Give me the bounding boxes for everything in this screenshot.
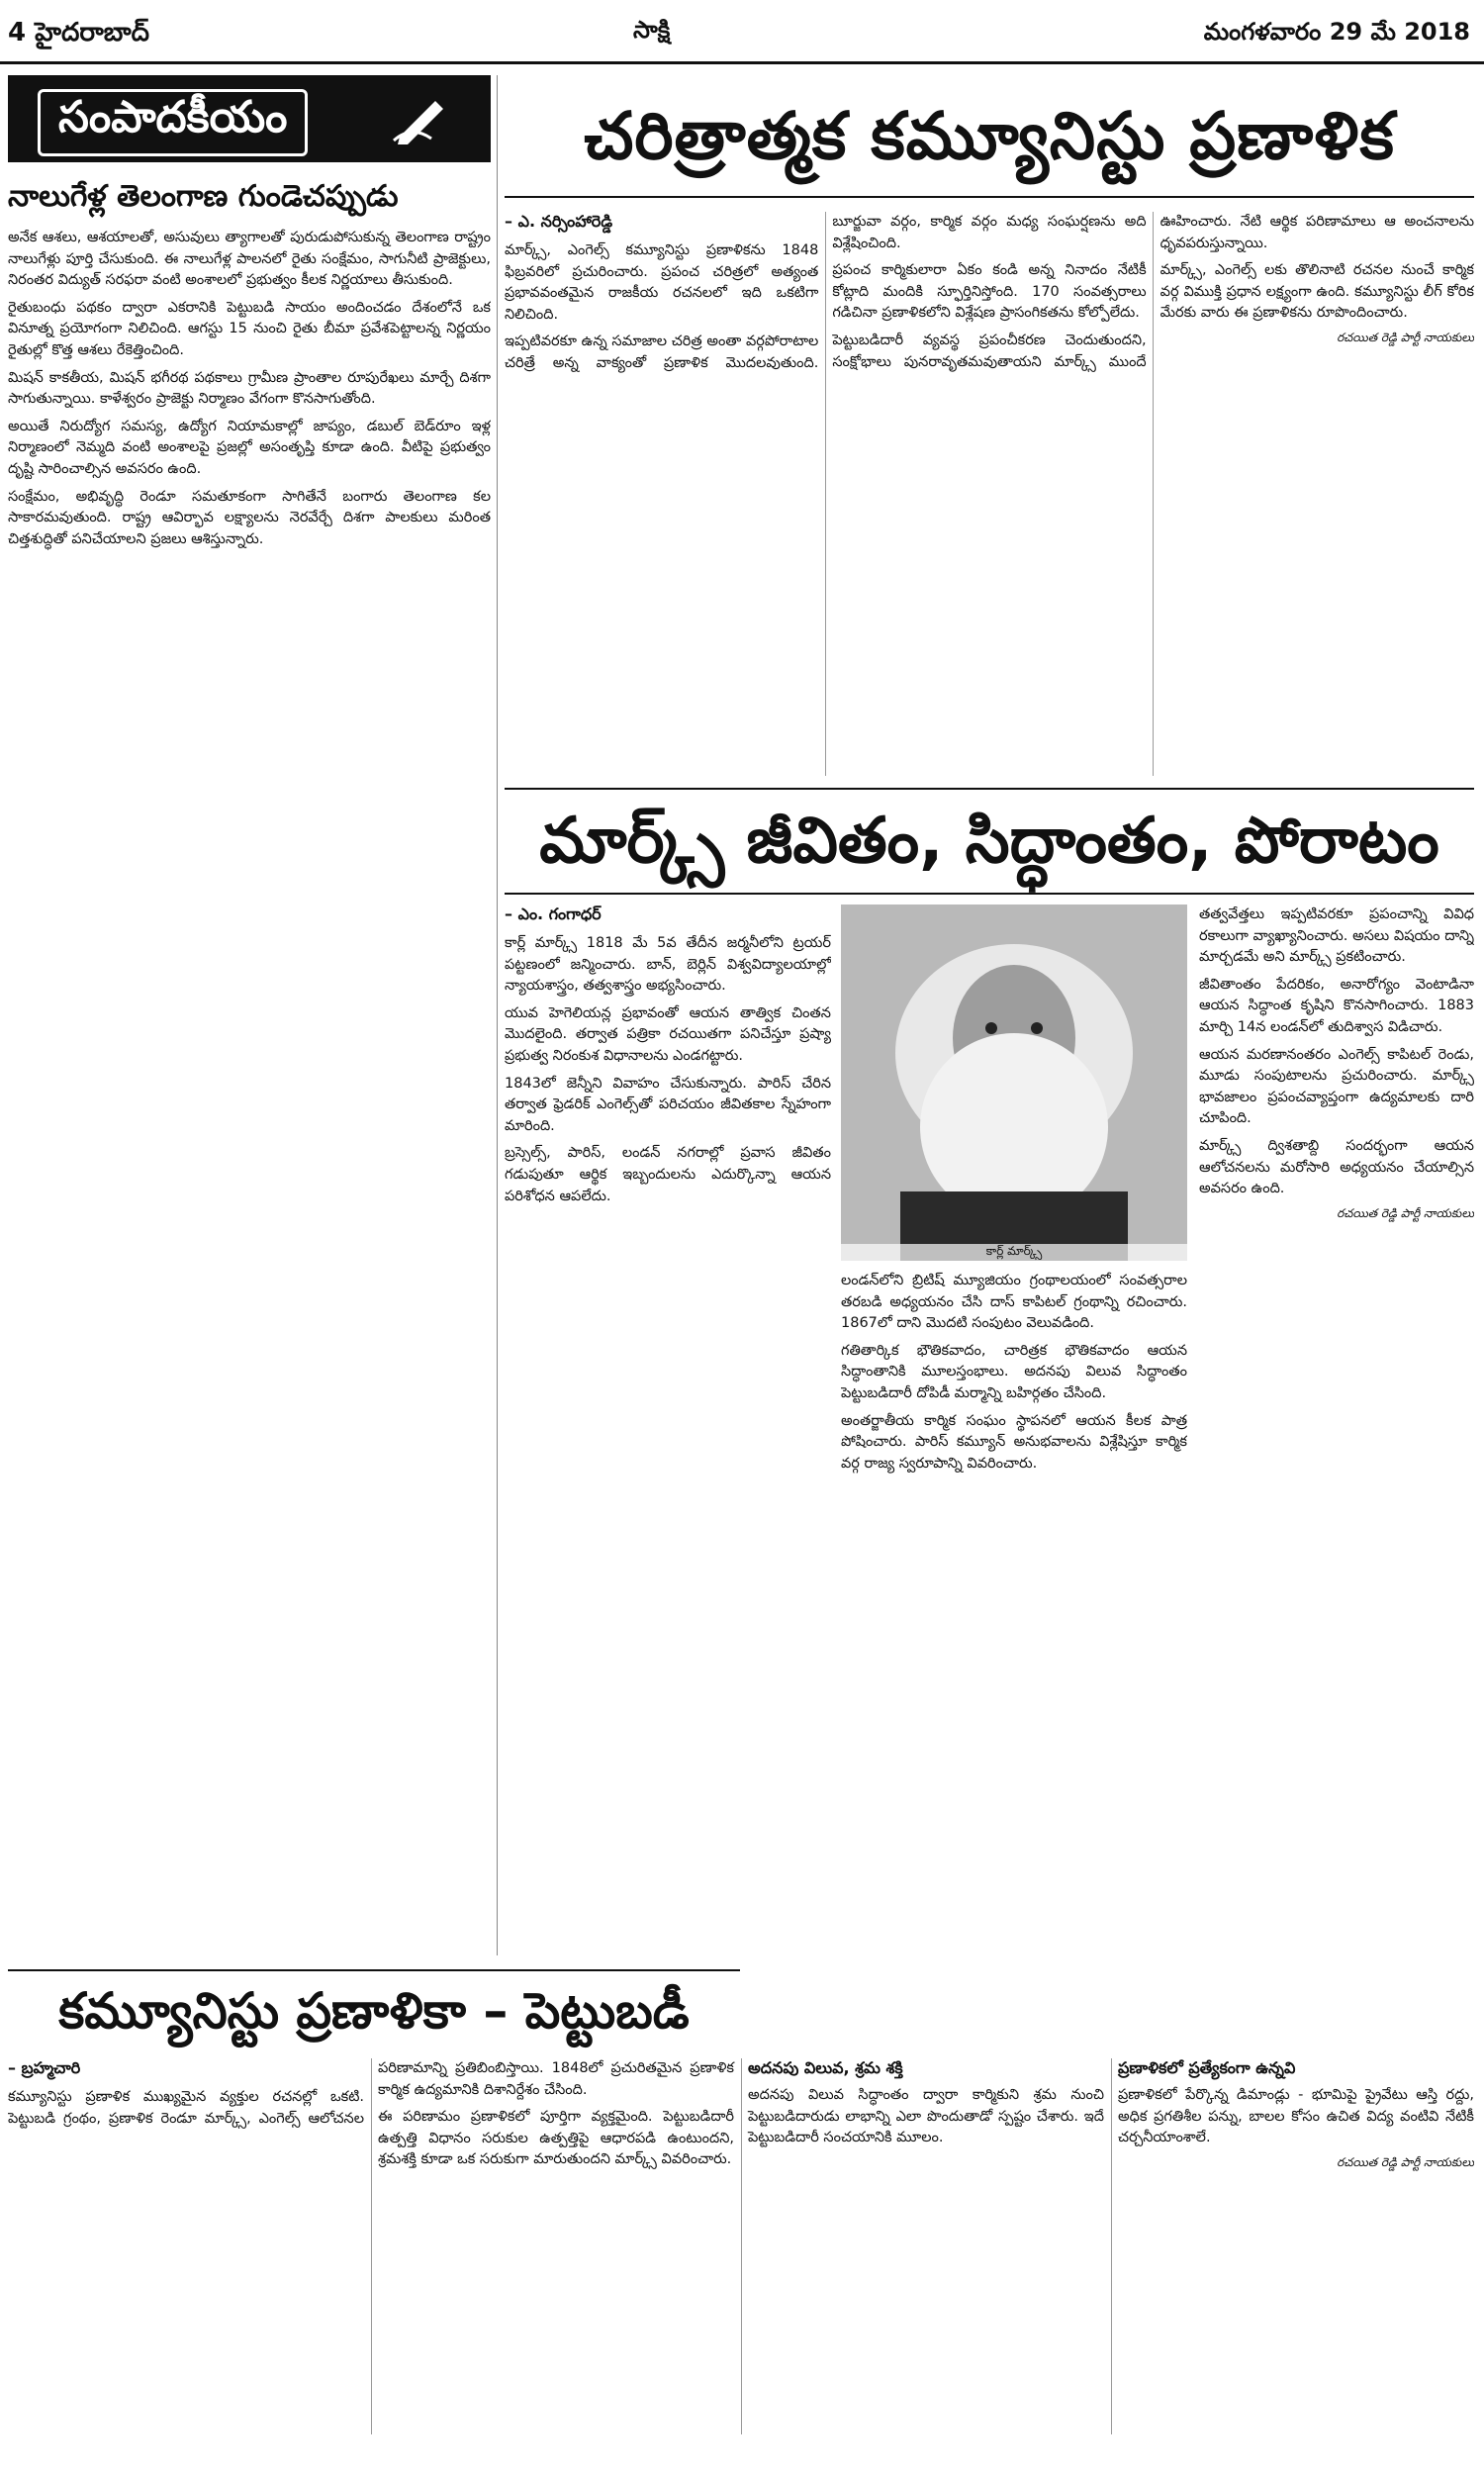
article1-paragraph: మార్క్స్, ఎంగెల్స్ కమ్యూనిస్టు ప్రణాళికను 1848 ఫిబ్రవరిలో ప్రచురించారు. ప్రపంచ చరిత్రలో అత్యంత ప్రభావవంతమైన రాజకీయ రచనలలో ఇది ఒకటిగా నిలిచింది. — [505, 242, 819, 323]
article2-headline: మార్క్స్ జీవితం, సిద్ధాంతం, పోరాటం — [505, 788, 1474, 895]
article3-paragraph: కమ్యూనిస్టు ప్రణాళిక ముఖ్యమైన వ్యక్తుల రచనల్లో ఒకటి. పెట్టుబడి గ్రంథం, ప్రణాళిక రెండూ మార్క్స్, ఎంగెల్స్ ఆలోచనల పరిణామాన్ని ప్రతిబింబిస్తాయి. 1848లో ప్రచురితమైన ప్రణాళిక కార్మిక ఉద్యమానికి దిశానిర్దేశం చేసింది. — [8, 2060, 734, 2127]
masthead: సాక్షి — [633, 16, 671, 44]
article3-paragraph: ఈ పరిణామం ప్రణాళికలో పూర్తిగా వ్యక్తమైంది. పెట్టుబడిదారీ ఉత్పత్తి విధానం సరుకుల ఉత్పత్తిపై ఆధారపడి ఉంటుందని, శ్రమశక్తి కూడా ఒక సరుకుగా మారుతుందని మార్క్స్ వివరించారు. — [378, 2109, 734, 2168]
article2-middle-column — [841, 1271, 1187, 1944]
article2-paragraph: తత్వవేత్తలు ఇప్పటివరకూ ప్రపంచాన్ని వివిధ రకాలుగా వ్యాఖ్యానించారు. అసలు విషయం దాన్ని మార్చడమే అని మార్క్స్ ప్రకటించారు. — [1199, 906, 1474, 966]
marx-portrait-photo — [841, 904, 1187, 1261]
portrait-illustration — [841, 904, 1187, 1261]
article1-credit: రచయిత రెడ్డి పార్టీ నాయకులు — [1337, 330, 1474, 344]
issue-date: మంగళవారం 29 మే 2018 — [1203, 18, 1470, 46]
article3-paragraph: ప్రణాళికలో పేర్కొన్న డిమాండ్లు - భూమిపై ప్రైవేటు ఆస్తి రద్దు, అధిక ప్రగతిశీల పన్ను, బాలల కోసం ఉచిత విద్య వంటివి నేటికీ చర్చనీయాంశాలే. — [1118, 2087, 1474, 2146]
article1-paragraph: పెట్టుబడిదారీ వ్యవస్థ ప్రపంచీకరణ చెందుతుందని, సంక్షోభాలు పునరావృతమవుతాయని మార్క్స్ ముందే ఊహించారు. నేటి ఆర్థిక పరిణామాలు ఆ అంచనాలను ధృవపరుస్తున్నాయి. — [832, 214, 1474, 370]
article1-paragraph: మార్క్స్, ఎంగెల్స్ లకు తొలినాటి రచనల నుంచే కార్మిక వర్గ విముక్తి ప్రధాన లక్ష్యంగా ఉంది. కమ్యూనిస్టు లీగ్ కోరిక మేరకు వారు ఈ ప్రణాళికను రూపొందించారు. — [1159, 262, 1474, 322]
column-divider — [497, 75, 498, 1955]
editorial-paragraph: అనేక ఆశలు, ఆశయాలతో, అసువులు త్యాగాలతో పురుడుపోసుకున్న తెలంగాణ రాష్ట్రం నాలుగేళ్లు పూర్తి చేసుకుంది. ఈ నాలుగేళ్ల పాలనలో రైతు సంక్షేమం, సాగునీటి ప్రాజెక్టులు, నిరంతర విద్యుత్ సరఫరా వంటి అంశాలలో ప్రభుత్వం కీలక నిర్ణయాలు తీసుకుంది. — [8, 230, 491, 289]
page-number: 4 హైదరాబాద్ — [8, 18, 149, 48]
editorial-banner-label: సంపాదకీయం — [38, 89, 308, 156]
article3-credit: రచయిత రెడ్డి పార్టీ నాయకులు — [1337, 2154, 1474, 2169]
pen-icon — [392, 95, 451, 144]
article2-paragraph: మార్క్స్ ద్విశతాబ్ది సందర్భంగా ఆయన ఆలోచనలను మరోసారి అధ్యయనం చేయాల్సిన అవసరం ఉంది. — [1199, 1137, 1474, 1197]
photo-caption: కార్ల్ మార్క్స్ — [841, 1244, 1187, 1261]
editorial-paragraph: సంక్షేమం, అభివృద్ధి రెండూ సమతూకంగా సాగితేనే బంగారు తెలంగాణ కల సాకారమవుతుంది. రాష్ట్ర ఆవిర్భావ లక్ష్యాలను నెరవేర్చే దిశగా పాలకులు మరింత చిత్తశుద్ధితో పనిచేయాలని ప్రజలు ఆశిస్తున్నారు. — [8, 488, 491, 547]
editorial-paragraph: అయితే నిరుద్యోగ సమస్య, ఉద్యోగ నియామకాల్లో జాప్యం, డబుల్ బెడ్‌రూం ఇళ్ల నిర్మాణంలో నెమ్మది వంటి అంశాలపై ప్రజల్లో అసంతృప్తి కూడా ఉంది. వీటిపై ప్రభుత్వం దృష్టి సారించాల్సిన అవసరం ఉంది. — [8, 418, 491, 477]
page-header — [0, 0, 1484, 64]
article1-paragraph: ఇప్పటివరకూ ఉన్న సమాజాల చరిత్ర అంతా వర్గపోరాటాల చరిత్రే అన్న వాక్యంతో ప్రణాళిక మొదలవుతుంది. బూర్జువా వర్గం, కార్మిక వర్గం మధ్య సంఘర్షణను అది విశ్లేషించింది. — [505, 214, 1147, 371]
article3-headline: కమ్యూనిస్టు ప్రణాళికా – పెట్టుబడీ — [8, 1969, 740, 2050]
editorial-banner — [8, 75, 491, 162]
editorial-paragraph: మిషన్ కాకతీయ, మిషన్ భగీరథ పథకాలు గ్రామీణ ప్రాంతాల రూపురేఖలు మార్చే దిశగా సాగుతున్నాయి. కాళేశ్వరం ప్రాజెక్టు నిర్మాణం వేగంగా కొనసాగుతోంది. — [8, 369, 491, 408]
article2-paragraph: బ్రస్సెల్స్, పారిస్, లండన్ నగరాల్లో ప్రవాస జీవితం గడుపుతూ ఆర్థిక ఇబ్బందులను ఎదుర్కొన్నా ఆయన పరిశోధన ఆపలేదు. — [505, 1145, 831, 1204]
article2-paragraph: 1843లో జెన్నీని వివాహం చేసుకున్నారు. పారిస్ చేరిన తర్వాత ఫ్రెడరిక్ ఎంగెల్స్‌తో పరిచయం జీవితకాల స్నేహంగా మారింది. — [505, 1075, 831, 1134]
article2-paragraph: యువ హెగెలియన్ల ప్రభావంతో ఆయన తాత్విక చింతన మొదలైంది. తర్వాత పత్రికా రచయితగా పనిచేస్తూ ప్రష్యా ప్రభుత్వ నిరంకుశ విధానాలను ఎండగట్టారు. — [505, 1004, 831, 1064]
article2-paragraph: కార్ల్ మార్క్స్ 1818 మే 5వ తేదీన జర్మనీలోని ట్రయర్ పట్టణంలో జన్మించారు. బాన్, బెర్లిన్ విశ్వవిద్యాలయాల్లో న్యాయశాస్త్రం, తత్వశాస్త్రం అభ్యసించారు. — [505, 935, 831, 995]
article3-body — [8, 2058, 1474, 2434]
article2-right-column — [1199, 904, 1474, 1944]
article2-paragraph: ఆయన మరణానంతరం ఎంగెల్స్ కాపిటల్ రెండు, మూడు సంపుటాలను ప్రచురించారు. మార్క్స్ భావజాలం ప్రపంచవ్యాప్తంగా ఉద్యమాలకు దారి చూపింది. — [1199, 1046, 1474, 1127]
article1-paragraph: ప్రపంచ కార్మికులారా ఏకం కండి అన్న నినాదం నేటికీ కోట్లాది మందికి స్ఫూర్తినిస్తోంది. 170 సంవత్సరాలు గడిచినా ప్రణాళికలోని విశ్లేషణ ప్రాసంగికతను కోల్పోలేదు. — [832, 262, 1147, 322]
article2-paragraph: గతితార్కిక భౌతికవాదం, చారిత్రక భౌతికవాదం ఆయన సిద్ధాంతానికి మూలస్తంభాలు. అదనపు విలువ సిద్ధాంతం పెట్టుబడిదారీ దోపిడీ మర్మాన్ని బహిర్గతం చేసింది. — [841, 1342, 1187, 1401]
article1-body — [505, 212, 1474, 776]
article2-paragraph: అంతర్జాతీయ కార్మిక సంఘం స్థాపనలో ఆయన కీలక పాత్ర పోషించారు. పారిస్ కమ్యూన్ అనుభవాలను విశ్లేషిస్తూ కార్మిక వర్గ రాజ్య స్వరూపాన్ని వివరించారు. — [841, 1412, 1187, 1472]
article2-paragraph: జీవితాంతం పేదరికం, అనారోగ్యం వెంటాడినా ఆయన సిద్ధాంత కృషిని కొనసాగించారు. 1883 మార్చి 14న లండన్‌లో తుదిశ్వాస విడిచారు. — [1199, 976, 1474, 1035]
editorial-body — [8, 228, 491, 1959]
article2-paragraph: లండన్‌లోని బ్రిటిష్ మ్యూజియం గ్రంథాలయంలో సంవత్సరాల తరబడి అధ్యయనం చేసి దాస్ కాపిటల్ గ్రంథాన్ని రచించారు. 1867లో దాని మొదటి సంపుటం వెలువడింది. — [841, 1273, 1187, 1332]
editorial-headline: నాలుగేళ్ల తెలంగాణ గుండెచప్పుడు — [8, 179, 399, 214]
article1-headline: చరిత్రాత్మక కమ్యూనిస్టు ప్రణాళిక — [505, 77, 1474, 198]
article3-paragraph: అదనపు విలువ సిద్ధాంతం ద్వారా కార్మికుని శ్రమ నుంచి పెట్టుబడిదారుడు లాభాన్ని ఎలా పొందుతాడో స్పష్టం చేశారు. ఇదే పెట్టుబడిదారీ సంచయానికి మూలం. — [748, 2087, 1104, 2146]
article2-credit: రచయిత రెడ్డి పార్టీ నాయకులు — [1337, 1205, 1474, 1220]
article2-left-column — [505, 904, 831, 1944]
article3-byline: – బ్రహ్మచారి — [8, 2058, 81, 2077]
article1-byline: – ఎ. నర్సింహారెడ్డి — [505, 212, 613, 231]
article3-subhead: అదనపు విలువ, శ్రమ శక్తి — [748, 2058, 903, 2077]
article3-subhead: ప్రణాళికలో ప్రత్యేకంగా ఉన్నవి — [1118, 2058, 1296, 2077]
article2-byline: – ఎం. గంగాధర్ — [505, 904, 602, 923]
editorial-paragraph: రైతుబంధు పథకం ద్వారా ఎకరానికి పెట్టుబడి సాయం అందించడం దేశంలోనే ఒక వినూత్న ప్రయోగంగా నిలిచింది. ఆగస్టు 15 నుంచి రైతు బీమా ప్రవేశపెట్టాలన్న నిర్ణయం రైతుల్లో కొత్త ఆశలు రేకెత్తించింది. — [8, 299, 491, 358]
